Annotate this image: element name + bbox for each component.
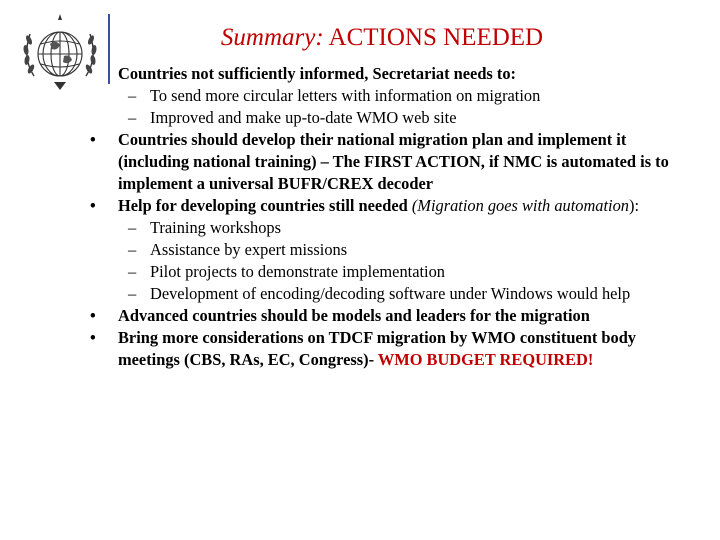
bullet-item [84,327,690,371]
bullet-marker: • [90,306,96,325]
bullet-text: Countries should develop their national migration plan and implement it (including national training) – The FIRST ACTION, if NMC is automated is to implement a universal BUFR/CREX decoder [118,130,669,193]
title-lead: Summary: [220,24,324,51]
bullet-marker: • [90,328,96,347]
bullet-text: Help for developing countries still needed [118,196,412,215]
budget-required-note: WMO BUDGET REQUIRED! [377,350,594,369]
bullet-item [84,63,690,85]
sub-bullet-item [84,283,690,305]
bullet-marker: • [90,130,96,149]
bullet-text-end: ): [629,196,640,215]
sub-bullet-text: Development of encoding/decoding software under Windows would help [150,284,631,303]
bullet-list [84,63,690,371]
sub-bullet-text: Assistance by expert missions [150,240,348,259]
dash-marker: – [128,86,137,105]
dash-marker: – [128,108,137,127]
sub-bullet-item [84,107,690,129]
bullet-marker: • [90,196,96,215]
title-main: ACTIONS NEEDED [323,24,544,51]
bullet-text: Bring more considerations on TDCF migration by WMO constituent body meetings (CBS, RAs, EC, Congress)- [118,328,637,369]
dash-marker: – [128,218,137,237]
sub-bullet-text: Improved and make up-to-date WMO web site [150,108,457,127]
bullet-item [84,195,690,217]
dash-marker: – [128,240,137,259]
bullet-text: Countries not sufficiently informed, Secretariat needs to: [118,64,517,83]
bullet-item [84,129,690,195]
sub-bullet-text: Pilot projects to demonstrate implementation [150,262,445,281]
slide-title [0,24,720,52]
sub-bullet-item [84,239,690,261]
sub-bullet-text: Training workshops [150,218,281,237]
sub-bullet-item [84,85,690,107]
dash-marker: – [128,262,137,281]
bullet-text: Advanced countries should be models and leaders for the migration [118,306,590,325]
sub-bullet-item [84,217,690,239]
bullet-italic-note: (Migration goes with automation [411,196,630,215]
sub-bullet-item [84,261,690,283]
bullet-item [84,305,690,327]
sub-bullet-text: To send more circular letters with information on migration [150,86,541,105]
dash-marker: – [128,284,137,303]
